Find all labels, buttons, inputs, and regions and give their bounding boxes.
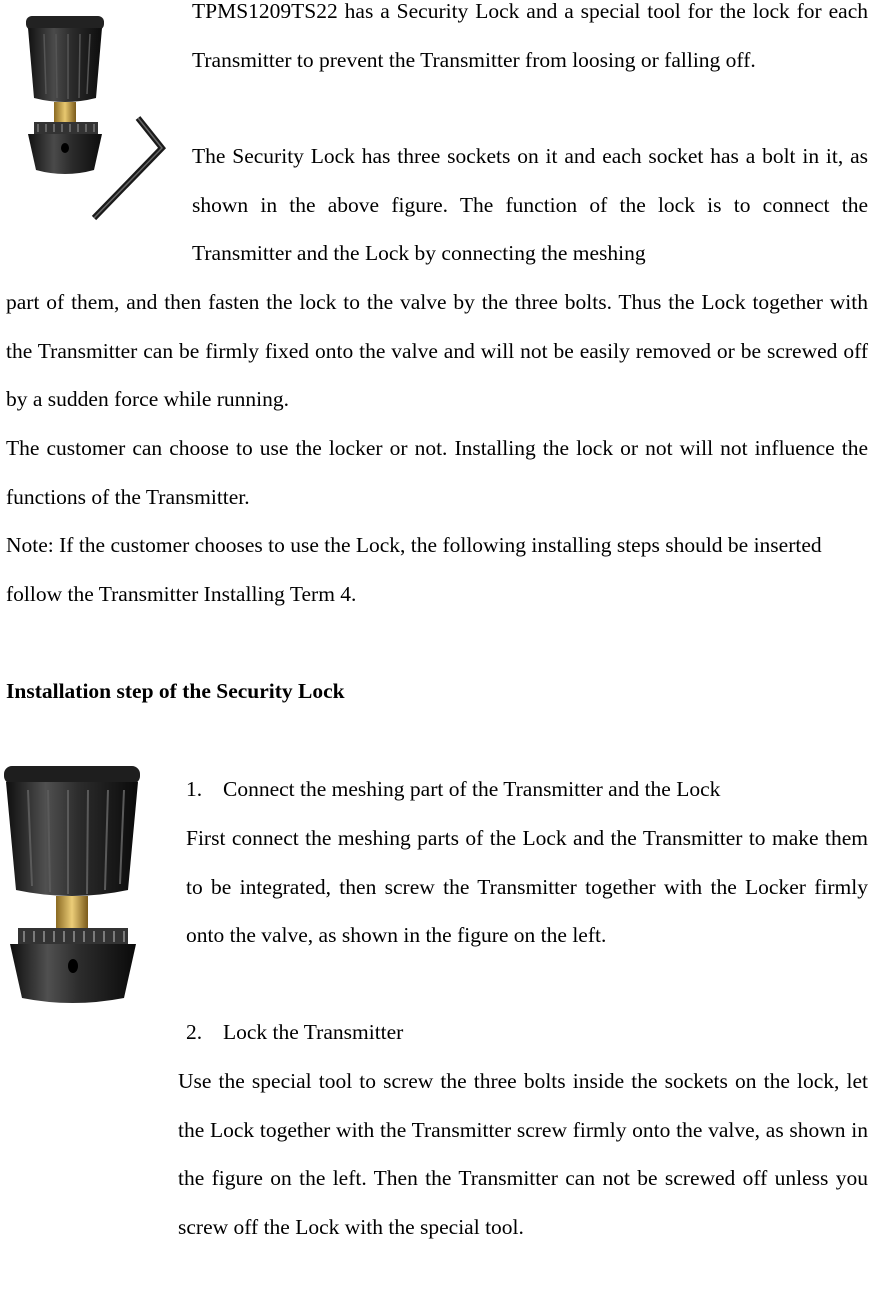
transmitter-lock-and-hex-key-image bbox=[16, 10, 176, 225]
intro-paragraph-3: The customer can choose to use the locker or not. Installing the lock or not will not influence the functions of the Transmitter. bbox=[6, 436, 868, 509]
intro-paragraph-2-top: The Security Lock has three sockets on it and each socket has a bolt in it, as shown in the above figure. The function of the lock is to connect the Transmitter and the Lock by connecting the meshing bbox=[192, 144, 868, 266]
step-1-number: 1. bbox=[186, 777, 203, 801]
step-1-title-text: Connect the meshing part of the Transmitter and the Lock bbox=[223, 777, 721, 801]
step-2-body: Use the special tool to screw the three bolts inside the sockets on the lock, let the Lock together with the Transmitter screw firmly onto the valve, as shown in the figure on the left. Then the Transmitter can not be screwed off unless you screw off the Lock with the special tool. bbox=[178, 1069, 868, 1239]
intro-paragraph-2-rest: part of them, and then fasten the lock to the valve by the three bolts. Thus the Lock together with the Transmitter can be firmly fixed onto the valve and will not be easily removed or be screwed off by a sudden force while running. bbox=[6, 290, 868, 412]
step-1-body: First connect the meshing parts of the Lock and the Transmitter to make them to be integrated, then screw the Transmitter together with the Locker firmly onto the valve, as shown in the figure on the left. bbox=[186, 826, 868, 948]
step-2-title bbox=[186, 1008, 403, 1057]
section-heading: Installation step of the Security Lock bbox=[6, 679, 345, 703]
transmitter-with-lock-image bbox=[0, 762, 150, 1007]
intro-paragraph-4: Note: If the customer chooses to use the Lock, the following installing steps should be inserted follow the Transmitter Installing Term 4. bbox=[6, 533, 822, 606]
step-2-number: 2. bbox=[186, 1020, 203, 1044]
intro-paragraph-1: TPMS1209TS22 has a Security Lock and a special tool for the lock for each Transmitter to prevent the Transmitter from loosing or falling off. bbox=[192, 0, 868, 72]
step-1-title bbox=[186, 765, 720, 814]
step-2-title-text: Lock the Transmitter bbox=[223, 1020, 404, 1044]
